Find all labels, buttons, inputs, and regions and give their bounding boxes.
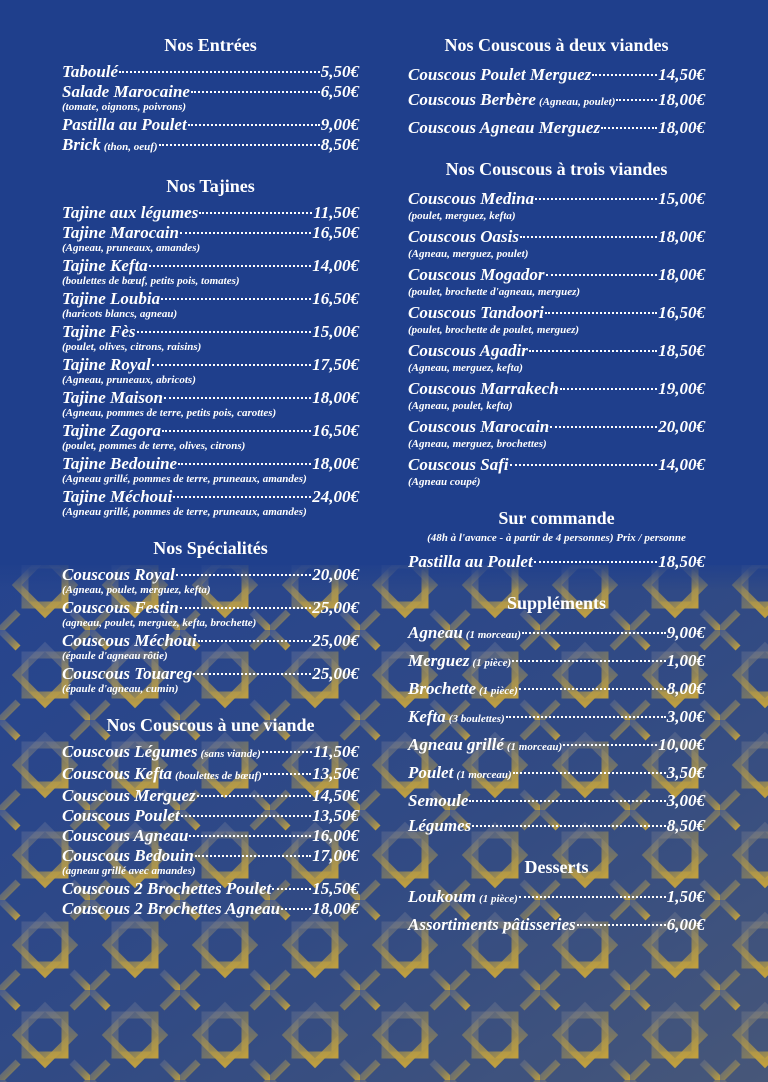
menu-item-row bbox=[408, 620, 705, 648]
menu-item bbox=[408, 87, 705, 115]
section-title: Suppléments bbox=[506, 593, 607, 613]
menu-item-row bbox=[408, 788, 705, 813]
item-detail: (1 pièce) bbox=[472, 657, 512, 669]
dotted-leader bbox=[563, 744, 657, 746]
menu-item-row bbox=[408, 912, 705, 937]
dotted-leader bbox=[472, 825, 665, 827]
item-name: Kefta bbox=[408, 707, 446, 726]
menu-item bbox=[62, 879, 359, 899]
menu-item bbox=[62, 631, 359, 663]
item-price: 18,50€ bbox=[658, 341, 705, 360]
item-name: Couscous Oasis bbox=[408, 227, 520, 246]
item-description: (Agneau coupé) bbox=[408, 476, 481, 488]
item-price: 16,00€ bbox=[312, 826, 359, 845]
menu-item-row bbox=[62, 289, 359, 309]
menu-item-row bbox=[408, 760, 705, 788]
dotted-leader bbox=[263, 773, 311, 775]
dotted-leader bbox=[560, 388, 658, 390]
dotted-leader bbox=[137, 331, 312, 333]
menu-item-row bbox=[62, 764, 359, 786]
item-name: Couscous Medina bbox=[408, 189, 535, 208]
menu-item-row bbox=[62, 565, 359, 585]
section-title: Sur commande bbox=[498, 508, 615, 528]
dotted-leader bbox=[520, 236, 657, 238]
menu-item-row bbox=[62, 115, 359, 135]
menu-item bbox=[62, 664, 359, 696]
item-name: Tajine Zagora bbox=[62, 421, 162, 440]
item-name: Couscous Agneau Merguez bbox=[408, 118, 601, 137]
item-name: Brochette bbox=[408, 679, 476, 698]
menu-item-row bbox=[62, 135, 359, 157]
dotted-leader bbox=[195, 855, 311, 857]
item-detail: (1 morceau) bbox=[506, 741, 563, 753]
item-name: Tajine Maison bbox=[62, 388, 163, 407]
item-price: 3,00€ bbox=[666, 791, 705, 810]
menu-item bbox=[408, 62, 705, 87]
dotted-leader bbox=[119, 71, 320, 73]
menu-item bbox=[408, 788, 705, 813]
dotted-leader bbox=[519, 896, 666, 898]
item-price: 18,00€ bbox=[312, 388, 359, 407]
item-price: 25,00€ bbox=[312, 664, 359, 683]
item-price: 1,00€ bbox=[666, 651, 705, 670]
item-description: (poulet, brochette d'agneau, merguez) bbox=[408, 286, 581, 298]
item-name: Couscous Berbère bbox=[408, 90, 536, 109]
item-price: 25,00€ bbox=[312, 598, 359, 617]
item-description: (agneau grillé avec amandes) bbox=[62, 865, 196, 877]
menu-item bbox=[408, 813, 705, 838]
menu-item-row bbox=[62, 82, 359, 102]
menu-item bbox=[62, 203, 359, 223]
item-description: (Agneau grillé, pommes de terre, pruneaux, amandes) bbox=[62, 506, 307, 518]
dotted-leader bbox=[193, 673, 311, 675]
item-price: 18,00€ bbox=[658, 265, 705, 284]
menu-item-row bbox=[408, 376, 705, 401]
menu-item bbox=[62, 565, 359, 597]
item-price: 9,00€ bbox=[320, 115, 359, 134]
item-name: Pastilla au Poulet bbox=[62, 115, 187, 134]
item-name: Loukoum bbox=[408, 887, 477, 906]
item-price: 17,00€ bbox=[312, 846, 359, 865]
item-price: 19,00€ bbox=[658, 379, 705, 398]
item-name: Couscous Marocain bbox=[408, 417, 550, 436]
menu-item bbox=[62, 115, 359, 135]
menu-section-nos-specialites bbox=[62, 535, 359, 696]
menu-item-row bbox=[62, 786, 359, 806]
dotted-leader bbox=[181, 815, 312, 817]
menu-item-row bbox=[408, 87, 705, 115]
item-name: Couscous Festin bbox=[62, 598, 179, 617]
item-detail: (1 morceau) bbox=[456, 769, 512, 781]
menu-item-row bbox=[62, 388, 359, 408]
menu-item bbox=[408, 224, 705, 261]
item-price: 15,50€ bbox=[312, 879, 359, 898]
dotted-leader bbox=[197, 795, 312, 797]
item-name: Tajine Marocain bbox=[62, 223, 179, 242]
menu-item bbox=[408, 549, 705, 574]
dotted-leader bbox=[506, 716, 666, 718]
item-price: 16,50€ bbox=[658, 303, 705, 322]
item-description: (Agneau, merguez, poulet) bbox=[408, 248, 529, 260]
item-price: 3,50€ bbox=[666, 763, 705, 782]
menu-section-nos-couscous-a-une-viande bbox=[62, 712, 359, 919]
item-detail: (thon, oeuf) bbox=[103, 141, 158, 153]
menu-section-desserts bbox=[408, 854, 705, 937]
item-price: 13,50€ bbox=[312, 764, 359, 783]
item-detail: (1 morceau) bbox=[465, 629, 522, 641]
item-description: (poulet, brochette de poulet, merguez) bbox=[408, 324, 580, 336]
item-name: Couscous Kefta bbox=[62, 764, 173, 783]
section-title: Nos Entrées bbox=[164, 35, 257, 55]
item-name: Couscous Poulet bbox=[62, 806, 180, 825]
item-price: 15,00€ bbox=[658, 189, 705, 208]
item-name: Agneau grillé bbox=[408, 735, 504, 754]
menu-section-sur-commande bbox=[408, 505, 705, 574]
section-title: Desserts bbox=[524, 857, 589, 877]
dotted-leader bbox=[519, 688, 666, 690]
menu-item bbox=[408, 338, 705, 375]
item-name: Couscous 2 Brochettes Agneau bbox=[62, 899, 281, 918]
dotted-leader bbox=[616, 99, 657, 101]
item-description: (poulet, pommes de terre, olives, citrons) bbox=[62, 440, 246, 452]
item-name: Couscous Poulet Merguez bbox=[408, 65, 592, 84]
dotted-leader bbox=[164, 397, 311, 399]
menu-item bbox=[408, 884, 705, 912]
item-price: 11,50€ bbox=[313, 742, 359, 761]
dotted-leader bbox=[529, 350, 657, 352]
item-description: (Agneau, poulet, merguez, kefta) bbox=[62, 584, 211, 596]
item-name: Tajine Méchoui bbox=[62, 487, 173, 506]
item-description: (Agneau, merguez, brochettes) bbox=[408, 438, 547, 450]
item-name: Couscous Légumes bbox=[62, 742, 198, 761]
menu-item bbox=[408, 912, 705, 937]
item-detail: (Agneau, poulet) bbox=[538, 96, 616, 108]
menu-item-row bbox=[408, 452, 705, 477]
item-description: (Agneau, merguez, kefta) bbox=[408, 362, 523, 374]
item-price: 8,50€ bbox=[666, 816, 705, 835]
menu-section-nos-tajines bbox=[62, 173, 359, 519]
section-title: Nos Couscous à trois viandes bbox=[445, 159, 668, 179]
dotted-leader bbox=[545, 312, 657, 314]
item-name: Couscous 2 Brochettes Poulet bbox=[62, 879, 272, 898]
menu-item-row bbox=[408, 704, 705, 732]
menu-item-row bbox=[62, 487, 359, 507]
item-price: 14,50€ bbox=[312, 786, 359, 805]
section-title: Nos Couscous à une viande bbox=[106, 715, 315, 735]
item-name: Merguez bbox=[408, 651, 470, 670]
menu-item bbox=[408, 704, 705, 732]
dotted-leader bbox=[159, 144, 320, 146]
item-name: Couscous Mogador bbox=[408, 265, 545, 284]
item-price: 15,00€ bbox=[312, 322, 359, 341]
item-price: 16,50€ bbox=[312, 421, 359, 440]
menu-item bbox=[62, 223, 359, 255]
menu-item bbox=[408, 760, 705, 788]
item-price: 5,50€ bbox=[320, 62, 359, 81]
dotted-leader bbox=[178, 463, 311, 465]
menu-item bbox=[408, 620, 705, 648]
menu-item bbox=[62, 82, 359, 114]
dotted-leader bbox=[550, 426, 657, 428]
menu-item-row bbox=[408, 648, 705, 676]
dotted-leader bbox=[262, 751, 312, 753]
menu-item-row bbox=[62, 355, 359, 375]
item-name: Pastilla au Poulet bbox=[408, 552, 533, 571]
menu-item bbox=[62, 322, 359, 354]
menu-column-right bbox=[408, 32, 705, 953]
item-name: Semoule bbox=[408, 791, 469, 810]
item-name: Légumes bbox=[408, 816, 472, 835]
item-name: Couscous Agneau bbox=[62, 826, 189, 845]
menu-column-left bbox=[62, 32, 359, 935]
menu-item-row bbox=[408, 115, 705, 140]
menu-section-supplements bbox=[408, 590, 705, 838]
menu-item bbox=[62, 598, 359, 630]
menu-item-row bbox=[62, 846, 359, 866]
dotted-leader bbox=[162, 430, 311, 432]
item-price: 14,00€ bbox=[312, 256, 359, 275]
item-name: Tajine Royal bbox=[62, 355, 151, 374]
dotted-leader bbox=[535, 198, 657, 200]
item-name: Tajine Kefta bbox=[62, 256, 148, 275]
menu-item-row bbox=[62, 256, 359, 276]
item-description: (épaule d'agneau, cumin) bbox=[62, 683, 179, 695]
item-price: 16,50€ bbox=[312, 289, 359, 308]
menu-item-row bbox=[408, 414, 705, 439]
item-price: 1,50€ bbox=[666, 887, 705, 906]
item-name: Couscous Royal bbox=[62, 565, 175, 584]
item-price: 18,00€ bbox=[658, 118, 705, 137]
dotted-leader bbox=[191, 91, 320, 93]
section-title: Nos Spécialités bbox=[153, 538, 268, 558]
dotted-leader bbox=[577, 924, 666, 926]
item-name: Couscous Bedouin bbox=[62, 846, 194, 865]
dotted-leader bbox=[510, 464, 658, 466]
item-detail: (sans viande) bbox=[200, 748, 261, 760]
item-name: Couscous Safi bbox=[408, 455, 509, 474]
dotted-leader bbox=[469, 800, 665, 802]
menu-item bbox=[62, 355, 359, 387]
item-description: (tomate, oignons, poivrons) bbox=[62, 101, 187, 113]
dotted-leader bbox=[173, 496, 311, 498]
menu-item bbox=[408, 452, 705, 489]
item-name: Tajine Loubia bbox=[62, 289, 161, 308]
menu-item bbox=[62, 764, 359, 786]
menu-item-row bbox=[408, 62, 705, 87]
item-price: 18,50€ bbox=[658, 552, 705, 571]
item-description: (Agneau, pruneaux, amandes) bbox=[62, 242, 201, 254]
dotted-leader bbox=[546, 274, 658, 276]
item-description: (Agneau, pommes de terre, petits pois, carottes) bbox=[62, 407, 277, 419]
item-name: Brick bbox=[62, 135, 101, 154]
item-price: 18,00€ bbox=[312, 454, 359, 473]
menu-item-row bbox=[408, 338, 705, 363]
item-price: 11,50€ bbox=[313, 203, 359, 222]
item-price: 20,00€ bbox=[312, 565, 359, 584]
menu-item bbox=[62, 806, 359, 826]
item-name: Agneau bbox=[408, 623, 463, 642]
menu-item bbox=[408, 414, 705, 451]
item-price: 24,00€ bbox=[312, 487, 359, 506]
menu-item bbox=[62, 487, 359, 519]
item-name: Couscous Méchoui bbox=[62, 631, 197, 650]
dotted-leader bbox=[601, 127, 657, 129]
menu-item bbox=[62, 786, 359, 806]
item-description: (épaule d'agneau rôtie) bbox=[62, 650, 168, 662]
section-note: (48h à l'avance - à partir de 4 personnes) Prix / personne bbox=[427, 532, 686, 544]
menu-section-nos-couscous-a-trois-viandes bbox=[408, 156, 705, 489]
menu-item bbox=[62, 135, 359, 157]
dotted-leader bbox=[522, 632, 666, 634]
menu-item bbox=[62, 289, 359, 321]
menu-item bbox=[408, 262, 705, 299]
menu-item-row bbox=[62, 826, 359, 846]
menu-item-row bbox=[62, 664, 359, 684]
item-price: 10,00€ bbox=[658, 735, 705, 754]
menu-item bbox=[62, 62, 359, 82]
item-detail: (3 boulettes) bbox=[448, 713, 505, 725]
menu-item-row bbox=[62, 421, 359, 441]
menu-item-row bbox=[62, 631, 359, 651]
menu-item-row bbox=[62, 742, 359, 764]
menu-item bbox=[408, 186, 705, 223]
menu-item bbox=[62, 742, 359, 764]
menu-item bbox=[408, 676, 705, 704]
menu-item-row bbox=[62, 598, 359, 618]
item-name: Salade Marocaine bbox=[62, 82, 190, 101]
item-price: 8,50€ bbox=[320, 135, 359, 154]
dotted-leader bbox=[513, 772, 666, 774]
item-price: 16,50€ bbox=[312, 223, 359, 242]
item-price: 8,00€ bbox=[666, 679, 705, 698]
menu-item bbox=[408, 376, 705, 413]
menu-item bbox=[62, 388, 359, 420]
item-name: Couscous Touareg bbox=[62, 664, 193, 683]
menu-item-row bbox=[408, 549, 705, 574]
section-title: Nos Tajines bbox=[166, 176, 255, 196]
menu-item-row bbox=[62, 806, 359, 826]
item-name: Assortiments pâtisseries bbox=[408, 915, 576, 934]
menu-item bbox=[408, 648, 705, 676]
menu-item bbox=[62, 256, 359, 288]
menu-item-row bbox=[62, 879, 359, 899]
menu-item bbox=[408, 115, 705, 140]
item-name: Tajine Bedouine bbox=[62, 454, 178, 473]
dotted-leader bbox=[180, 232, 311, 234]
item-price: 25,00€ bbox=[312, 631, 359, 650]
section-title: Nos Couscous à deux viandes bbox=[444, 35, 669, 55]
item-description: (poulet, merguez, kefta) bbox=[408, 210, 516, 222]
menu-section-nos-couscous-a-deux-viandes bbox=[408, 32, 705, 140]
menu-item bbox=[62, 826, 359, 846]
item-description: (agneau, poulet, merguez, kefta, brochette) bbox=[62, 617, 257, 629]
item-detail: (boulettes de bœuf) bbox=[175, 770, 262, 782]
menu-item bbox=[408, 300, 705, 337]
item-description: (Agneau, poulet, kefta) bbox=[408, 400, 513, 412]
dotted-leader bbox=[198, 640, 312, 642]
item-price: 6,00€ bbox=[666, 915, 705, 934]
menu-item-row bbox=[62, 899, 359, 919]
item-description: (boulettes de bœuf, petits pois, tomates) bbox=[62, 275, 240, 287]
item-description: (Agneau grillé, pommes de terre, pruneaux, amandes) bbox=[62, 473, 307, 485]
menu-item-row bbox=[62, 322, 359, 342]
menu-item-row bbox=[408, 262, 705, 287]
item-price: 14,00€ bbox=[658, 455, 705, 474]
dotted-leader bbox=[161, 298, 311, 300]
item-name: Tajine aux légumes bbox=[62, 203, 199, 222]
menu-section-nos-entrees bbox=[62, 32, 359, 157]
item-description: (Agneau, pruneaux, abricots) bbox=[62, 374, 196, 386]
dotted-leader bbox=[180, 607, 312, 609]
menu-item-row bbox=[62, 223, 359, 243]
dotted-leader bbox=[176, 574, 311, 576]
menu-item bbox=[62, 846, 359, 878]
dotted-leader bbox=[592, 74, 657, 76]
item-name: Poulet bbox=[408, 763, 454, 782]
menu-item-row bbox=[408, 224, 705, 249]
item-price: 9,00€ bbox=[666, 623, 705, 642]
menu-item bbox=[62, 421, 359, 453]
dotted-leader bbox=[188, 124, 320, 126]
item-price: 18,00€ bbox=[658, 227, 705, 246]
item-name: Couscous Marrakech bbox=[408, 379, 559, 398]
dotted-leader bbox=[534, 561, 658, 563]
dotted-leader bbox=[199, 212, 312, 214]
menu-item-row bbox=[62, 203, 359, 223]
item-description: (haricots blancs, agneau) bbox=[62, 308, 178, 320]
menu-item-row bbox=[62, 454, 359, 474]
menu-item bbox=[408, 732, 705, 760]
item-price: 17,50€ bbox=[312, 355, 359, 374]
item-price: 18,00€ bbox=[312, 899, 359, 918]
item-name: Couscous Agadir bbox=[408, 341, 528, 360]
dotted-leader bbox=[281, 908, 311, 910]
item-price: 6,50€ bbox=[320, 82, 359, 101]
menu-item-row bbox=[408, 186, 705, 211]
item-name: Couscous Tandoori bbox=[408, 303, 544, 322]
item-name: Couscous Merguez bbox=[62, 786, 196, 805]
item-price: 13,50€ bbox=[312, 806, 359, 825]
item-price: 3,00€ bbox=[666, 707, 705, 726]
dotted-leader bbox=[512, 660, 666, 662]
menu-item-row bbox=[62, 62, 359, 82]
item-description: (poulet, olives, citrons, raisins) bbox=[62, 341, 202, 353]
item-price: 14,50€ bbox=[658, 65, 705, 84]
menu-item-row bbox=[408, 884, 705, 912]
dotted-leader bbox=[149, 265, 311, 267]
item-price: 20,00€ bbox=[658, 417, 705, 436]
item-detail: (1 pièce) bbox=[479, 685, 518, 697]
item-price: 18,00€ bbox=[658, 90, 705, 109]
menu-item-row bbox=[408, 732, 705, 760]
menu-item bbox=[62, 899, 359, 919]
item-detail: (1 pièce) bbox=[479, 893, 518, 905]
menu-item bbox=[62, 454, 359, 486]
menu-item-row bbox=[408, 300, 705, 325]
item-name: Taboulé bbox=[62, 62, 119, 81]
dotted-leader bbox=[189, 835, 311, 837]
item-name: Tajine Fès bbox=[62, 322, 136, 341]
dotted-leader bbox=[152, 364, 312, 366]
dotted-leader bbox=[272, 888, 311, 890]
menu-item-row bbox=[408, 813, 705, 838]
menu-item-row bbox=[408, 676, 705, 704]
